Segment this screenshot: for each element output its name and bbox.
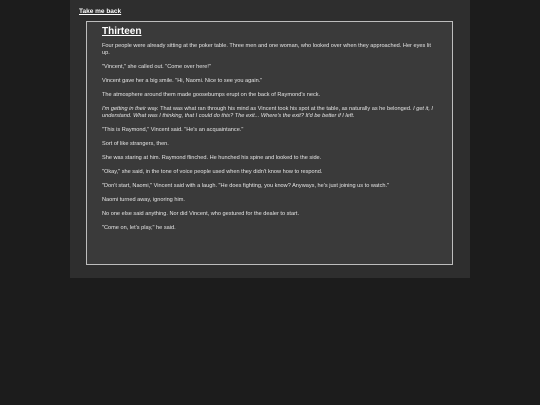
paragraph-text: Four people were already sitting at the poker table. Three men and one woman, who looked over when they approached. Her eyes lit up. <box>102 43 431 56</box>
paragraph-text: She was staring at him. Raymond flinched. He hunched his spine and looked to the side. <box>102 155 322 161</box>
story-paragraph <box>102 78 437 85</box>
story-box <box>86 21 453 265</box>
paragraph-text: Naomi turned away, ignoring him. <box>102 197 185 203</box>
story-paragraph <box>102 225 437 232</box>
paragraph-text: "Come on, let's play," he said. <box>102 225 176 231</box>
paragraph-text: "This is Raymond," Vincent said. "He's an acquaintance." <box>102 127 244 133</box>
story-paragraph <box>102 211 437 218</box>
story-paragraph <box>102 169 437 176</box>
paragraph-text: Vincent gave her a big smile. "Hi, Naomi. Nice to see you again." <box>102 78 263 84</box>
paragraph-text: The atmosphere around them made goosebumps erupt on the back of Raymond's neck. <box>102 92 321 98</box>
story-paragraph <box>102 141 437 148</box>
paragraph-text: "Okay," she said, in the tone of voice people used when they didn't know how to respond. <box>102 169 323 175</box>
paragraph-text: Sort of like strangers, then. <box>102 141 169 147</box>
paragraph-text: That was what ran through his mind as Vincent took his spot at the table, as naturally as he belonged. <box>158 106 414 112</box>
italic-thought: I'm getting in their way. <box>102 106 159 112</box>
story-text <box>102 43 437 232</box>
story-paragraph <box>102 155 437 162</box>
paragraph-text: No one else said anything. Nor did Vincent, who gestured for the dealer to start. <box>102 211 300 217</box>
story-title: Thirteen <box>102 26 142 37</box>
italic-thought: I get it, I understand. What was I thinking, that I could do this? The exit... Where's the exit? It'd be better if I left. <box>102 106 433 119</box>
paragraph-text: "Vincent," she called out. "Come over here!" <box>102 64 211 70</box>
story-paragraph <box>102 197 437 204</box>
story-paragraph <box>102 64 437 71</box>
story-paragraph <box>102 127 437 134</box>
paragraph-text: "Don't start, Naomi," Vincent said with a laugh. "He does fighting, you know? Anyways, he's just joining us to watch." <box>102 183 390 189</box>
story-content <box>102 26 437 239</box>
story-paragraph <box>102 106 437 120</box>
story-paragraph <box>102 183 437 190</box>
back-link[interactable]: Take me back <box>79 8 122 15</box>
story-paragraph <box>102 92 437 99</box>
story-paragraph <box>102 43 437 57</box>
